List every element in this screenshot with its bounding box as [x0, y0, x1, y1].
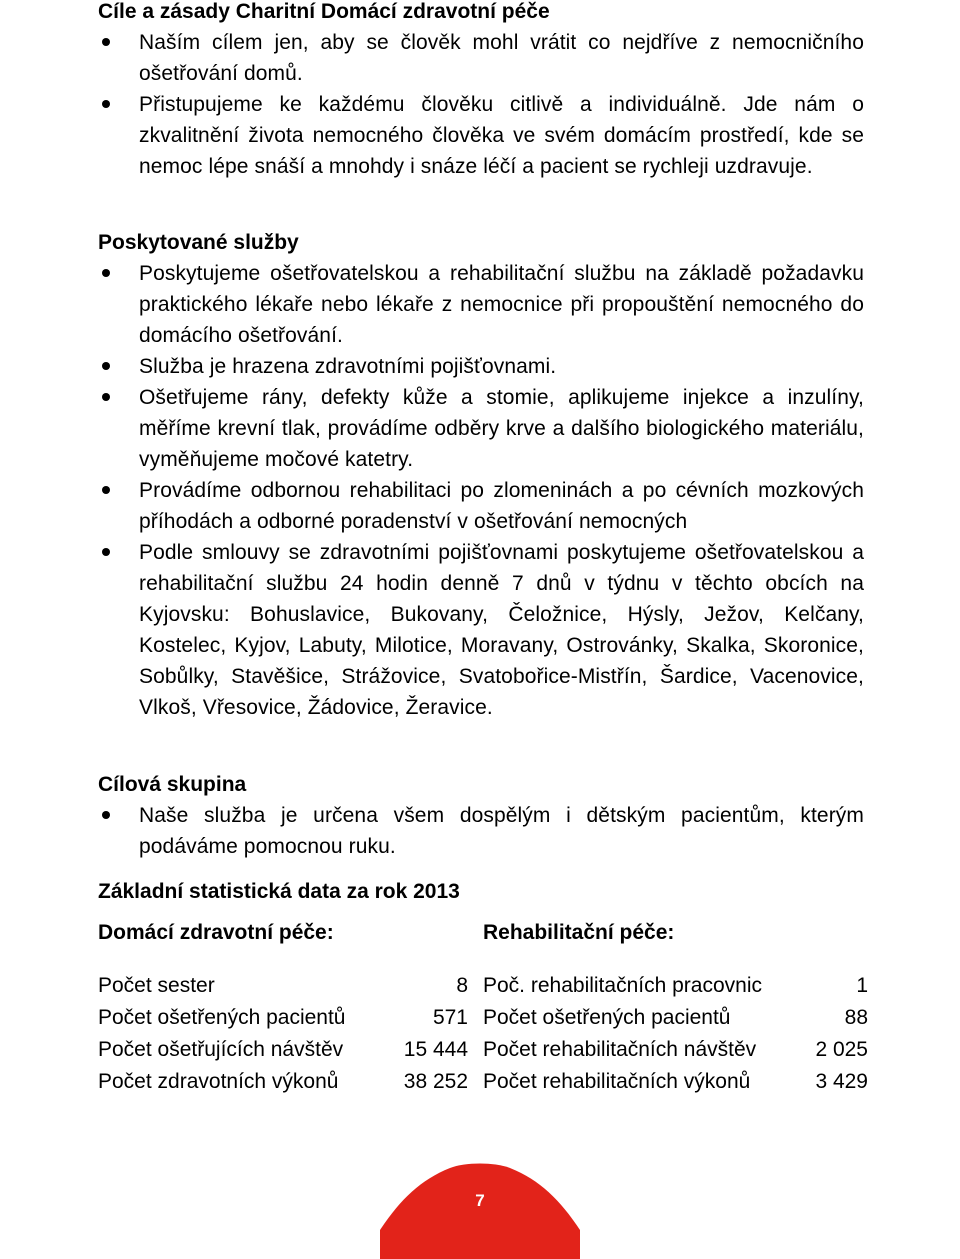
section-target-list — [98, 800, 864, 862]
stat-value: 15 444 — [403, 1038, 468, 1061]
table-row — [98, 1002, 468, 1034]
stat-label: Počet rehabilitačních návštěv — [483, 1038, 757, 1061]
stat-label: Počet ošetřujících návštěv — [98, 1038, 344, 1061]
list-item: Ošetřujeme rány, defekty kůže a stomie, aplikujeme injekce a inzulíny, měříme krevní tlak, provádíme odběry krve a dalšího biologického materiálu, vyměňujeme močové katetry. — [98, 382, 864, 475]
table-row — [483, 1034, 868, 1066]
list-item: Naše služba je určena všem dospělým i dětským pacientům, kterým podáváme pomocnou ruku. — [98, 800, 864, 862]
list-item: Přistupujeme ke každému člověku citlivě a individuálně. Jde nám o zkvalitnění života nemocného člověka ve svém domácím prostředí, kde se nemoc lépe snáší a mnohdy i snáze léčí a pacient se rychleji uzdravuje. — [98, 89, 864, 182]
stat-label: Počet ošetřených pacientů — [483, 1006, 731, 1029]
table-row — [98, 1066, 468, 1098]
section-goals-list — [98, 27, 864, 182]
stat-label: Počet rehabilitačních výkonů — [483, 1070, 751, 1093]
home-care-title: Domácí zdravotní péče: — [98, 921, 334, 944]
stat-label: Počet sester — [98, 974, 215, 997]
stat-value: 1 — [856, 974, 868, 997]
stat-value: 38 252 — [403, 1070, 468, 1093]
statistics-title: Základní statistická data za rok 2013 — [98, 880, 460, 903]
table-row — [483, 970, 868, 1002]
rehab-care-title: Rehabilitační péče: — [483, 921, 675, 944]
section-goals — [98, 0, 864, 182]
stat-label: Počet ošetřených pacientů — [98, 1006, 346, 1029]
section-services-title: Poskytované služby — [98, 231, 299, 254]
page-number: 7 — [475, 1191, 485, 1210]
section-target — [98, 770, 864, 862]
list-item: Podle smlouvy se zdravotními pojišťovnami poskytujeme ošetřovatelskou a rehabilitační službu 24 hodin denně 7 dnů v týdnu v těchto obcích na Kyjovsku: Bohuslavice, Bukovany, Čeložnice, Hýsly, Ježov, Kelčany, Kostelec, Kyjov, Labuty, Milotice, Moravany, Ostrovánky, Skalka, Skoronice, Sobůlky, Stavěšice, Strážovice, Svatobořice-Mistřín, Šardice, Vacenovice, Vlkoš, Vřesovice, Žádovice, Žeravice. — [98, 537, 864, 723]
list-item: Naším cílem jen, aby se člověk mohl vrátit co nejdříve z nemocničního ošetřování domů. — [98, 27, 864, 89]
stat-value: 3 429 — [815, 1070, 868, 1093]
section-statistics — [98, 877, 864, 907]
list-item: Poskytujeme ošetřovatelskou a rehabilitační službu na základě požadavku praktického lékaře nebo lékaře z nemocnice při propouštění nemocného do domácího ošetřování. — [98, 258, 864, 351]
rehab-care-stats — [483, 918, 868, 1098]
section-goals-title: Cíle a zásady Charitní Domácí zdravotní péče — [98, 0, 550, 23]
table-row — [98, 1034, 468, 1066]
stat-value: 8 — [456, 974, 468, 997]
section-services — [98, 228, 864, 723]
table-row — [483, 1066, 868, 1098]
home-care-stats — [98, 918, 468, 1098]
stat-label: Poč. rehabilitačních pracovnic — [483, 974, 762, 997]
stat-label: Počet zdravotních výkonů — [98, 1070, 339, 1093]
stat-value: 2 025 — [815, 1038, 868, 1061]
list-item: Provádíme odbornou rehabilitaci po zlomeninách a po cévních mozkových příhodách a odborné poradenství v ošetřování nemocných — [98, 475, 864, 537]
list-item: Služba je hrazena zdravotními pojišťovnami. — [98, 351, 864, 382]
section-target-title: Cílová skupina — [98, 773, 247, 796]
stat-value: 88 — [844, 1006, 868, 1029]
table-row — [98, 970, 468, 1002]
table-row — [483, 1002, 868, 1034]
stat-value: 571 — [432, 1006, 468, 1029]
section-services-list — [98, 258, 864, 723]
